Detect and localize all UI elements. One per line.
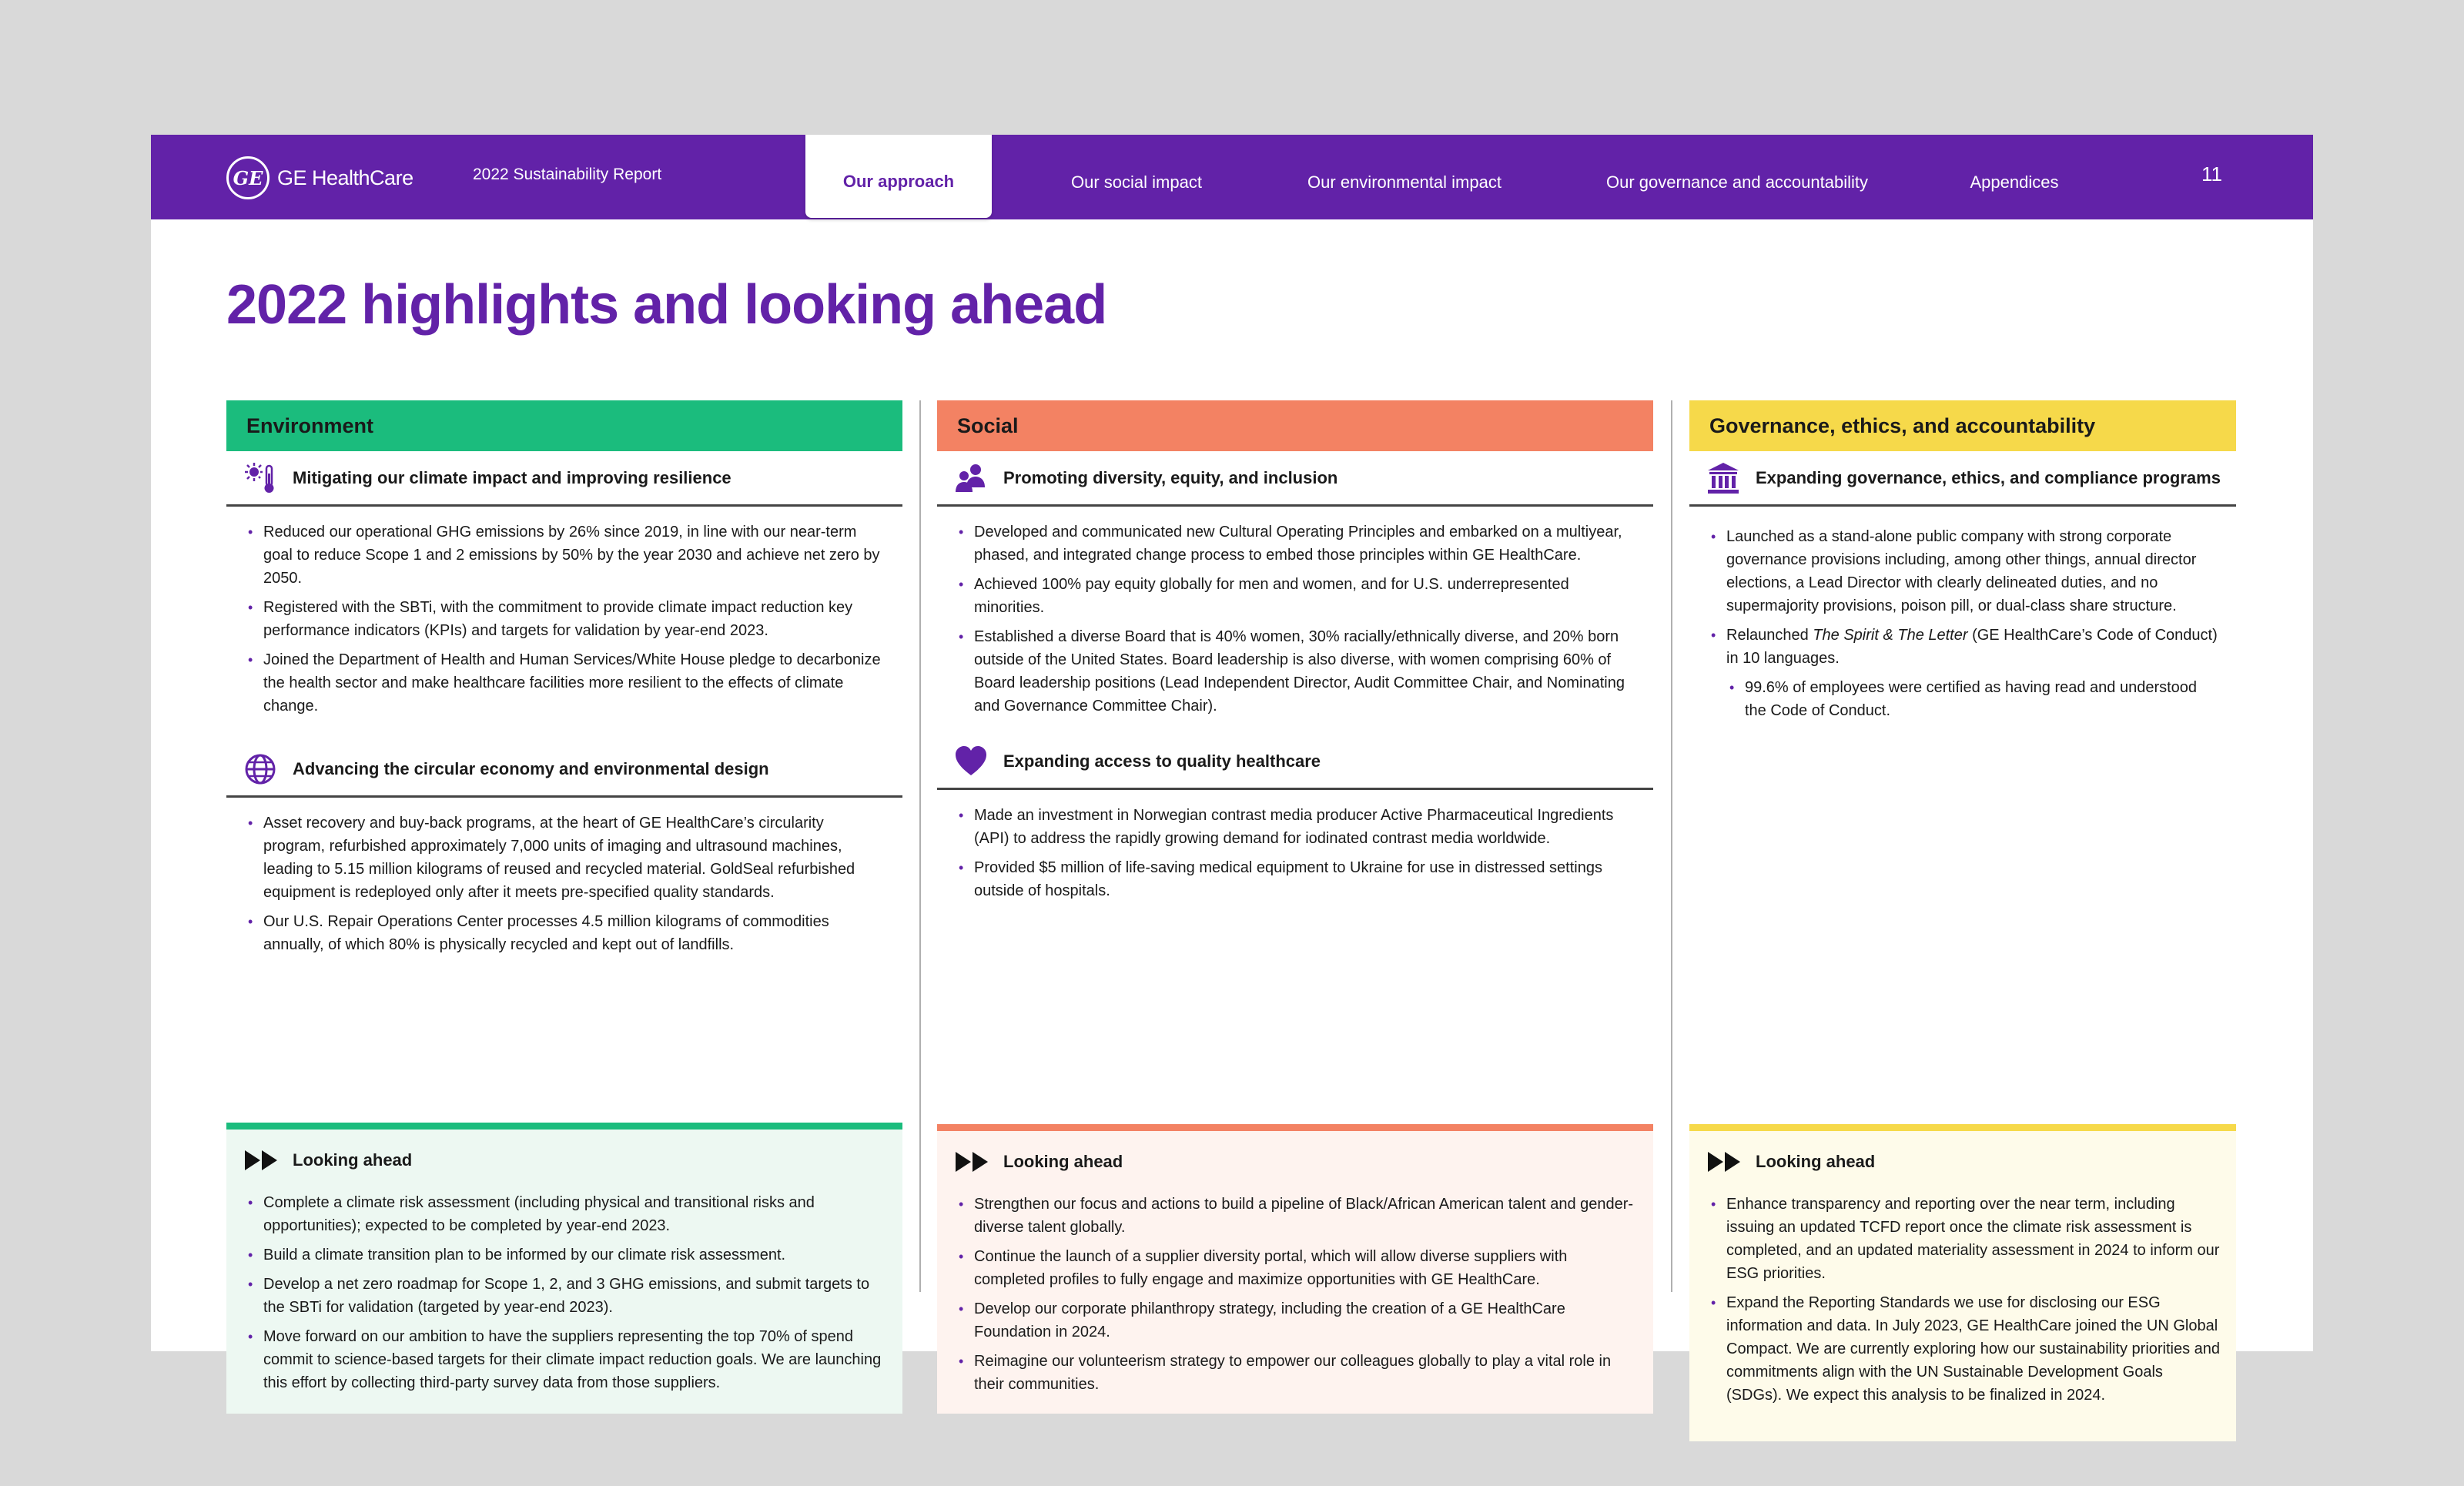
climate-impact-subheading (226, 451, 902, 507)
tab-appendices[interactable]: Appendices (1970, 172, 2059, 192)
code-of-conduct-name: The Spirit & The Letter (1813, 627, 1968, 644)
list-item: • Develop our corporate philanthropy strategy, including the creation of a GE HealthCare Foundation in 2024. (959, 1297, 1638, 1344)
social-heading: Social (937, 400, 1653, 451)
climate-impact-list (226, 507, 902, 735)
circular-economy-title: Advancing the circular economy and environmental design (293, 758, 769, 778)
healthcare-access-subheading (937, 735, 1653, 790)
page-title: 2022 highlights and looking ahead (226, 274, 1107, 336)
list-item: • Reduced our operational GHG emissions by 26% since 2019, in line with our near-term goal to reduce Scope 1 and 2 emissions by 50% by the year 2030 and achieve net zero by 2050. (248, 520, 887, 590)
governance-looking-ahead (1689, 1124, 2236, 1441)
looking-ahead-title: Looking ahead (293, 1150, 413, 1170)
circular-economy-list (226, 798, 902, 973)
environment-ahead-list (226, 1191, 902, 1411)
list-item: • Joined the Department of Health and Human Services/White House pledge to decarbonize the health sector and make healthcare facilities more resilient to the effects of climate change. (248, 648, 887, 718)
healthcare-access-list (937, 790, 1653, 919)
looking-ahead-heading (1689, 1131, 2236, 1193)
heart-icon (954, 745, 988, 778)
list-item: • Build a climate transition plan to be informed by our climate risk assessment. (248, 1243, 887, 1267)
top-navigation-bar (151, 135, 2313, 219)
tab-our-approach[interactable]: Our approach (805, 135, 992, 218)
looking-ahead-heading (226, 1130, 902, 1191)
institution-icon (1706, 461, 1740, 495)
social-looking-ahead (937, 1124, 1653, 1414)
list-item: • 99.6% of employees were certified as having read and understood the Code of Conduct. (1729, 676, 2221, 722)
page-number: 11 (2201, 162, 2222, 186)
looking-ahead-heading (937, 1131, 1653, 1193)
column-divider (1671, 400, 1672, 1292)
dei-subheading (937, 451, 1653, 507)
dei-title: Promoting diversity, equity, and inclusion (1003, 467, 1338, 487)
list-item: • Our U.S. Repair Operations Center processes 4.5 million kilograms of commodities annually, of which 80% is physically recycled and kept out of landfills. (248, 910, 887, 956)
people-icon (954, 461, 988, 495)
list-item: • Reimagine our volunteerism strategy to empower our colleagues globally to play a vital role in their communities. (959, 1350, 1638, 1396)
tab-our-environmental-impact[interactable]: Our environmental impact (1307, 172, 1502, 192)
report-name: 2022 Sustainability Report (473, 166, 662, 183)
brand[interactable] (226, 156, 413, 199)
environment-looking-ahead (226, 1123, 902, 1414)
list-item: • Develop a net zero roadmap for Scope 1, 2, and 3 GHG emissions, and submit targets to the SBTi for validation (targeted by year-end 2023). (248, 1273, 887, 1319)
governance-programs-list (1689, 507, 2236, 739)
social-ahead-list (937, 1193, 1653, 1413)
ge-logo-icon: GE (226, 156, 270, 199)
list-item: • Provided $5 million of life-saving medical equipment to Ukraine for use in distressed settings outside of hospitals. (959, 856, 1638, 902)
list-item: • Achieved 100% pay equity globally for men and women, and for U.S. underrepresented minorities. (959, 573, 1638, 619)
fast-forward-icon (243, 1149, 282, 1172)
column-divider (919, 400, 921, 1292)
list-item: • Enhance transparency and reporting over the near term, including issuing an updated TCFD report once the climate risk assessment is completed, and an updated materiality assessment in 2024 to inform our ESG priorities. (1711, 1193, 2221, 1285)
healthcare-access-title: Expanding access to quality healthcare (1003, 751, 1321, 771)
climate-impact-title: Mitigating our climate impact and improving resilience (293, 467, 732, 487)
tab-our-social-impact[interactable]: Our social impact (1071, 172, 1202, 192)
social-column (937, 400, 1653, 1393)
list-item: • Complete a climate risk assessment (including physical and transitional risks and opportunities); expected to be completed by year-end 2023. (248, 1191, 887, 1237)
governance-programs-subheading (1689, 451, 2236, 507)
governance-column (1689, 400, 2236, 1404)
list-item: • Expand the Reporting Standards we use for disclosing our ESG information and data. In July 2023, GE HealthCare joined the UN Global Compact. We are currently exploring how our sustainability priorities and commitments align with the UN Sustainable Development Goals (SDGs). We expect this analysis to be finalized in 2024. (1711, 1291, 2221, 1407)
list-item: • Made an investment in Norwegian contrast media producer Active Pharmaceutical Ingredients (API) to address the rapidly growing demand for iodinated contrast media worldwide. (959, 804, 1638, 850)
list-item: • Asset recovery and buy-back programs, at the heart of GE HealthCare’s circularity program, refurbished approximately 7,000 units of imaging and ultrasound machines, leading to 5.15 million kilograms of reused and recycled material. GoldSeal refurbished equipment is redeployed only after it meets pre-specified quality standards. (248, 812, 887, 904)
dei-list (937, 507, 1653, 735)
list-item: • Registered with the SBTi, with the commitment to provide climate impact reduction key performance indicators (KPIs) and targets for validation by year-end 2023. (248, 596, 887, 642)
fast-forward-icon (954, 1150, 993, 1173)
list-item: • Established a diverse Board that is 40% women, 30% racially/ethnically diverse, and 20% born outside of the United States. Board leadership is also diverse, with women comprising 60% of Board leadership positions (Lead Independent Director, Audit Committee Chair, and Nominating and Governance Committee Chair). (959, 625, 1638, 718)
governance-programs-title: Expanding governance, ethics, and compliance programs (1756, 467, 2221, 487)
environment-heading: Environment (226, 400, 902, 451)
list-item (1711, 624, 2221, 670)
fast-forward-icon (1706, 1150, 1745, 1173)
list-item: • Move forward on our ambition to have the suppliers representing the top 70% of spend commit to science-based targets for their climate impact reduction goals. We are launching this effort by collecting third-party survey data from those suppliers. (248, 1325, 887, 1394)
report-page (151, 135, 2313, 1404)
globe-icon (243, 752, 277, 786)
governance-ahead-list (1689, 1193, 2236, 1424)
list-item: • Strengthen our focus and actions to build a pipeline of Black/African American talent and gender-diverse talent globally. (959, 1193, 1638, 1239)
code-of-conduct-post: (GE HealthCare’s Code of Conduct) in 10 languages. (1726, 627, 2218, 667)
code-of-conduct-pre: Relaunched (1726, 627, 1813, 644)
brand-name: GE HealthCare (277, 166, 413, 189)
environment-column (226, 400, 902, 1391)
list-item: • Developed and communicated new Cultural Operating Principles and embarked on a multiyear, phased, and integrated change process to embed those principles within GE HealthCare. (959, 520, 1638, 567)
tab-our-governance[interactable]: Our governance and accountability (1606, 172, 1868, 192)
sun-thermometer-icon (243, 461, 277, 495)
circular-economy-subheading (226, 742, 902, 798)
governance-heading: Governance, ethics, and accountability (1689, 400, 2236, 451)
looking-ahead-title: Looking ahead (1003, 1152, 1123, 1171)
list-item: • Launched as a stand-alone public company with strong corporate governance provisions including, among other things, annual director elections, a Lead Director with clearly delineated duties, and no supermajority provisions, poison pill, or dual-class share structure. (1711, 525, 2221, 617)
looking-ahead-title: Looking ahead (1756, 1152, 1876, 1171)
list-item: • Continue the launch of a supplier diversity portal, which will allow diverse suppliers with completed profiles to fully engage and maximize opportunities with GE HealthCare. (959, 1245, 1638, 1291)
